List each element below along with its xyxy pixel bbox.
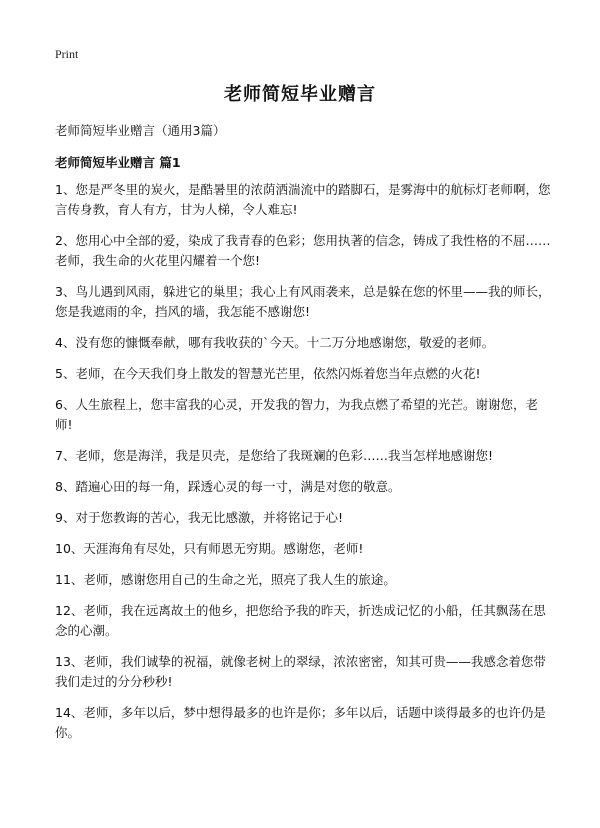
list-item: 8、踏遍心田的每一角，踩透心灵的每一寸，满是对您的敬意。 [55, 479, 401, 494]
list-item: 11、老师，感谢您用自己的生命之光，照亮了我人生的旅途。 [55, 572, 396, 587]
list-item: 4、没有您的慷慨奉献，哪有我收获的`今天。十二万分地感谢您，敬爱的老师。 [55, 335, 495, 350]
list-item: 12、老师，我在远离故土的他乡，把您给予我的昨天，折迭成记忆的小船，任其飘荡在思念的心潮。 [55, 603, 546, 638]
print-link[interactable]: Print [55, 47, 79, 61]
entry-list [55, 180, 555, 754]
list-item: 5、老师，在今天我们身上散发的智慧光芒里，依然闪烁着您当年点燃的火花! [55, 366, 481, 381]
list-item: 9、对于您教诲的苦心，我无比感激，并将铭记于心! [55, 510, 343, 525]
list-item: 3、鸟儿遇到风雨，躲进它的巢里；我心上有风雨袭来，总是躲在您的怀里——我的师长，您是我遮雨的伞，挡风的墙，我怎能不感谢您! [55, 284, 551, 319]
document-subtitle: 老师简短毕业赠言（通用3篇） [55, 123, 226, 138]
list-item: 2、您用心中全部的爱，染成了我青春的色彩；您用执著的信念，铸成了我性格的不屈……老师，我生命的火花里闪耀着一个您! [55, 233, 551, 268]
list-item: 7、老师，您是海洋，我是贝壳，是您给了我斑斓的色彩……我当怎样地感谢您! [55, 448, 493, 463]
list-item: 14、老师，多年以后，梦中想得最多的也许是你；多年以后，话题中谈得最多的也许仍是你。 [55, 705, 546, 740]
section-heading: 老师简短毕业赠言 篇1 [55, 155, 181, 170]
list-item: 6、人生旅程上，您丰富我的心灵，开发我的智力，为我点燃了希望的光芒。谢谢您，老师! [55, 397, 538, 432]
list-item: 1、您是严冬里的炭火，是酷暑里的浓荫洒湍流中的踏脚石，是雾海中的航标灯老师啊，您言传身教，育人有方，甘为人梯，令人难忘! [55, 182, 551, 217]
page-title: 老师简短毕业赠言 [224, 84, 376, 105]
list-item: 13、老师，我们诚挚的祝福，就像老树上的翠绿，浓浓密密，知其可贵——我感念着您带我们走过的分分秒秒! [55, 654, 546, 689]
list-item: 10、天涯海角有尽处，只有师恩无穷期。感谢您，老师! [55, 541, 364, 556]
